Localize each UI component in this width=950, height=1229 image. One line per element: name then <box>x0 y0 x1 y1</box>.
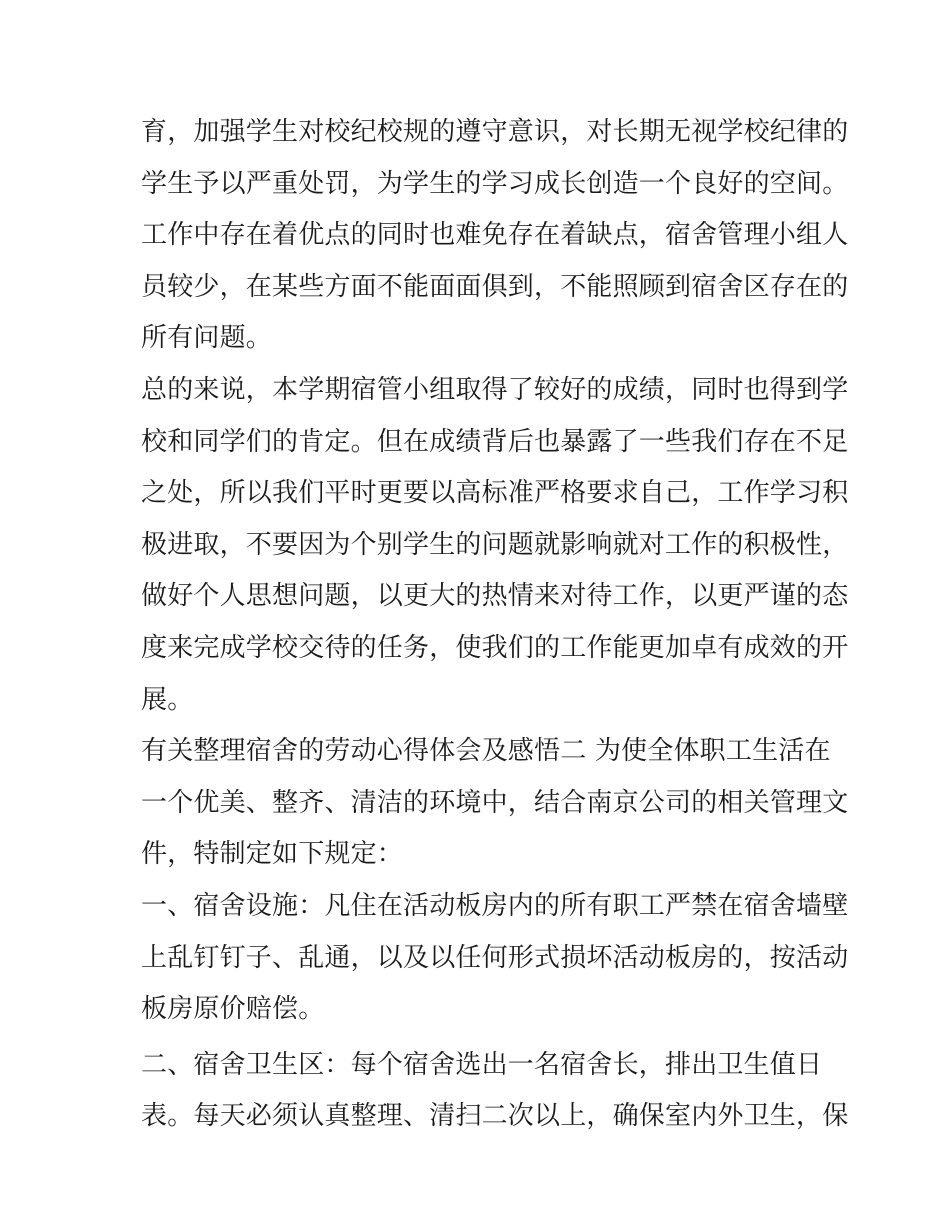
text-line: 板房原价赔偿。 <box>141 994 325 1025</box>
text-line: 做好个人思想问题，以更大的热情来对待工作，以更严谨的态 <box>141 581 849 612</box>
text-line: 件，特制定如下规定： <box>141 839 404 870</box>
text-line: 极进取，不要因为个别学生的问题就影响就对工作的积极性， <box>141 529 849 560</box>
text-line: 上乱钉钉子、乱通，以及以任何形式损坏活动板房的，按活动 <box>141 942 849 973</box>
text-line: 员较少，在某些方面不能面面俱到，不能照顾到宿舍区存在的 <box>141 271 849 302</box>
text-line: 育，加强学生对校纪校规的遵守意识，对长期无视学校纪律的 <box>141 117 849 147</box>
text-line: 学生予以严重处罚，为学生的学习成长创造一个良好的空间。 <box>141 168 849 199</box>
text-line: 之处，所以我们平时更要以高标准严格要求自己，工作学习积 <box>141 478 849 509</box>
text-line: 二、宿舍卫生区：每个宿舍选出一名宿舍长，排出卫生值日 <box>141 1049 823 1080</box>
text-line: 度来完成学校交待的任务，使我们的工作能更加卓有成效的开 <box>141 632 849 663</box>
text-line: 一、宿舍设施：凡住在活动板房内的所有职工严禁在宿舍墙壁 <box>141 890 849 921</box>
document-body <box>141 107 849 1143</box>
text-line: 工作中存在着优点的同时也难免存在着缺点，宿舍管理小组人 <box>141 220 849 251</box>
text-line: 所有问题。 <box>141 323 273 354</box>
text-line: 有关整理宿舍的劳动心得体会及感悟二 为使全体职工生活在 <box>141 736 831 767</box>
text-line: 表。每天必须认真整理、清扫二次以上，确保室内外卫生，保 <box>141 1101 849 1132</box>
text-line: 校和同学们的肯定。但在成绩背后也暴露了一些我们存在不足 <box>141 426 849 457</box>
text-line: 展。 <box>141 684 194 715</box>
text-line: 一个优美、整齐、清洁的环境中，结合南京公司的相关管理文 <box>141 787 849 818</box>
text-line: 总的来说，本学期宿管小组取得了较好的成绩，同时也得到学 <box>141 374 849 405</box>
